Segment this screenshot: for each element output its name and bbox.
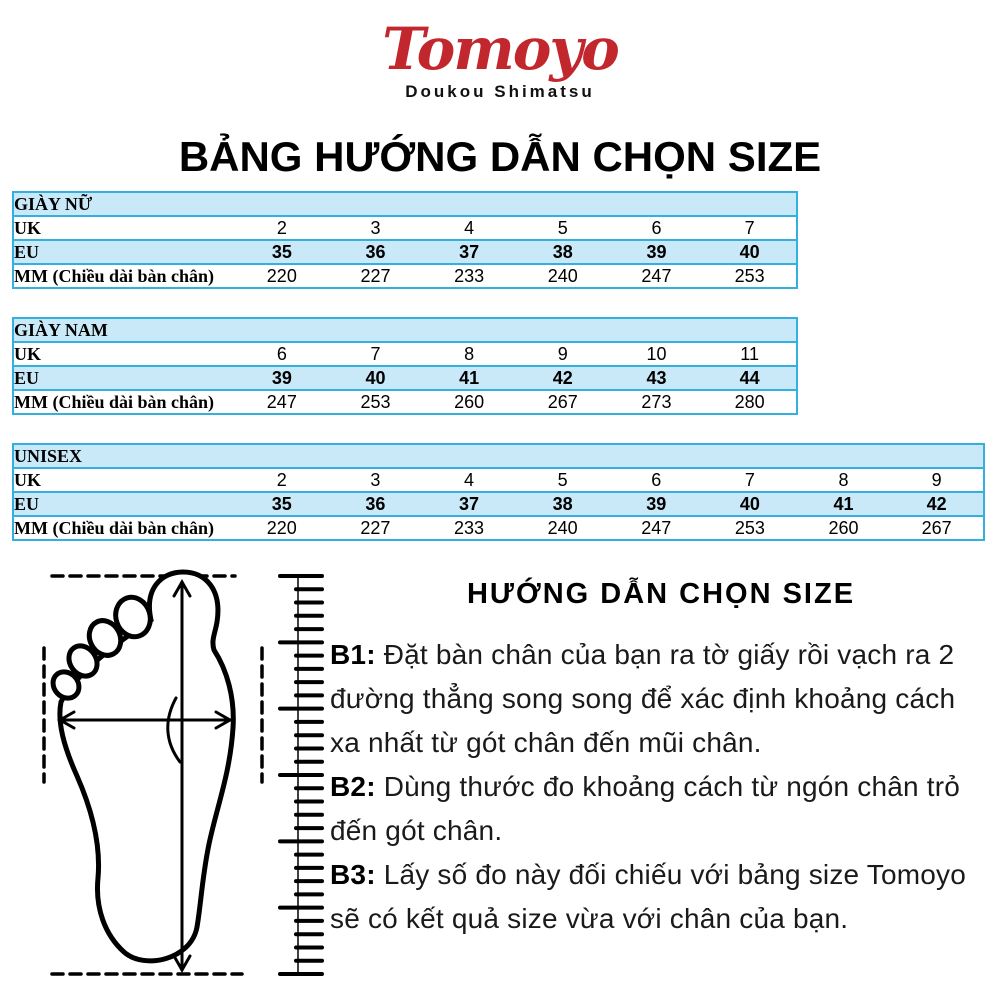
mm-size-cell: 220 [235,264,329,288]
uk-size-cell: 8 [797,468,891,492]
step-label: B3: [330,859,376,890]
eu-size-cell: 39 [610,240,704,264]
eu-size-cell: 36 [329,240,423,264]
guide-step [330,765,992,853]
mm-size-cell: 240 [516,516,610,540]
uk-size-cell: 8 [422,342,516,366]
eu-label-cell: EU [13,492,235,516]
size-table-men [12,317,798,415]
uk-size-cell: 4 [422,468,516,492]
mm-note: (Chiều dài bàn chân) [52,265,215,286]
eu-size-cell: 39 [610,492,704,516]
eu-size-cell: 37 [422,240,516,264]
mm-size-cell: 227 [329,516,423,540]
eu-size-cell: 37 [422,492,516,516]
mm-size-cell: 253 [703,516,797,540]
uk-size-cell: 2 [235,216,329,240]
mm-note: (Chiều dài bàn chân) [52,391,215,412]
eu-size-cell: 40 [329,366,423,390]
uk-size-cell: 6 [610,216,704,240]
uk-label-cell: UK [13,342,235,366]
mm-label-cell [13,390,235,414]
mm-size-cell: 267 [516,390,610,414]
eu-size-cell: 38 [516,492,610,516]
mm-size-cell: 247 [610,516,704,540]
uk-label-cell: UK [13,468,235,492]
mm-size-cell: 280 [703,390,797,414]
eu-label-cell: EU [13,366,235,390]
uk-size-cell: 10 [610,342,704,366]
eu-size-cell: 40 [703,492,797,516]
uk-size-cell: 5 [516,468,610,492]
uk-size-cell: 11 [703,342,797,366]
eu-size-cell: 43 [610,366,704,390]
brand-logo-subtitle: Doukou Shimatsu [405,82,595,101]
mm-size-cell: 260 [422,390,516,414]
uk-size-cell: 7 [329,342,423,366]
eu-size-cell: 35 [235,240,329,264]
table-title-cell: GIÀY NỮ [13,192,797,216]
uk-size-cell: 3 [329,468,423,492]
guide-section [330,578,992,941]
table-title-cell: GIÀY NAM [13,318,797,342]
foot-measure-diagram [30,560,330,995]
mm-label: MM [14,265,48,286]
eu-size-cell: 44 [703,366,797,390]
page-title: BẢNG HƯỚNG DẪN CHỌN SIZE [178,133,822,180]
step-text: Đặt bàn chân của bạn ra tờ giấy rồi vạch ra 2 đường thẳng song song để xác định khoảng cách xa nhất từ gót chân đến mũi chân. [330,639,956,758]
eu-size-cell: 42 [516,366,610,390]
eu-size-cell: 40 [703,240,797,264]
uk-size-cell: 7 [703,216,797,240]
mm-label-cell [13,516,235,540]
mm-size-cell: 247 [235,390,329,414]
mm-size-cell: 233 [422,264,516,288]
mm-label-cell [13,264,235,288]
uk-size-cell: 4 [422,216,516,240]
mm-size-cell: 227 [329,264,423,288]
step-label: B1: [330,639,376,670]
uk-label-cell: UK [13,216,235,240]
uk-size-cell: 5 [516,216,610,240]
eu-size-cell: 42 [890,492,984,516]
mm-size-cell: 240 [516,264,610,288]
guide-steps [330,633,992,941]
uk-size-cell: 9 [890,468,984,492]
uk-size-cell: 6 [235,342,329,366]
mm-size-cell: 267 [890,516,984,540]
ruler-icon [280,576,322,974]
uk-size-cell: 3 [329,216,423,240]
table-title-cell: UNISEX [13,444,984,468]
step-text: Lấy số đo này đối chiếu với bảng size Tomoyo sẽ có kết quả size vừa với chân của bạn. [330,859,967,934]
eu-size-cell: 39 [235,366,329,390]
mm-size-cell: 260 [797,516,891,540]
step-text: Dùng thước đo khoảng cách từ ngón chân trỏ đến gót chân. [330,771,961,846]
eu-size-cell: 38 [516,240,610,264]
brand-logo [0,15,1000,102]
uk-size-cell: 2 [235,468,329,492]
mm-size-cell: 233 [422,516,516,540]
eu-size-cell: 36 [329,492,423,516]
brand-logo-name: Tomoyo [382,15,618,83]
guide-heading: HƯỚNG DẪN CHỌN SIZE [466,578,856,610]
mm-size-cell: 273 [610,390,704,414]
mm-size-cell: 253 [329,390,423,414]
mm-size-cell: 220 [235,516,329,540]
uk-size-cell: 6 [610,468,704,492]
mm-note: (Chiều dài bàn chân) [52,517,215,538]
size-table-women [12,191,798,289]
mm-size-cell: 253 [703,264,797,288]
guide-step [330,853,992,941]
mm-label: MM [14,517,48,538]
eu-size-cell: 41 [797,492,891,516]
mm-size-cell: 247 [610,264,704,288]
size-table-unisex [12,443,985,541]
guide-step [330,633,992,765]
step-label: B2: [330,771,376,802]
uk-size-cell: 7 [703,468,797,492]
eu-size-cell: 41 [422,366,516,390]
eu-label-cell: EU [13,240,235,264]
uk-size-cell: 9 [516,342,610,366]
eu-size-cell: 35 [235,492,329,516]
mm-label: MM [14,391,48,412]
